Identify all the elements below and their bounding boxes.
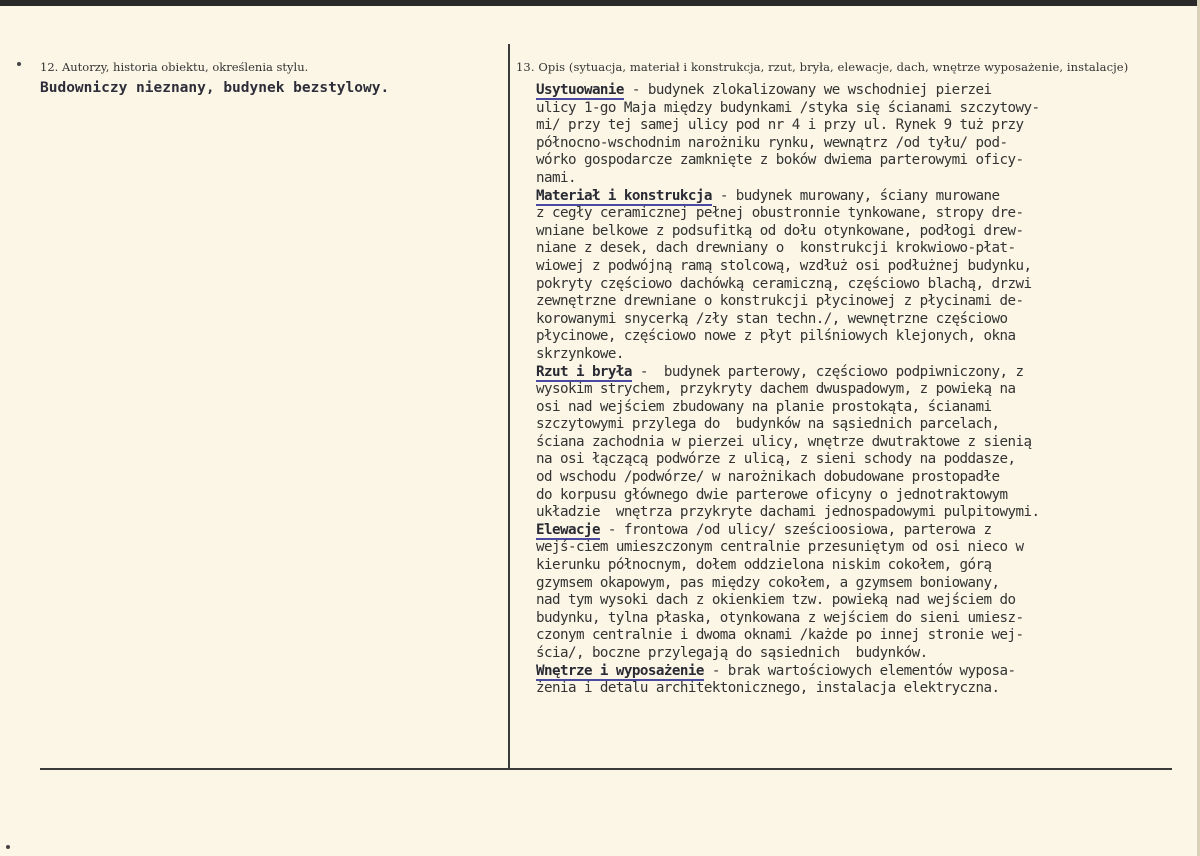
description-text: na osi łączącą podwórze z ulicą, z sieni schody na poddasze,: [536, 451, 1016, 468]
description-text: zewnętrzne drewniane o konstrukcji płycinowej z płycinami de-: [536, 293, 1024, 310]
description-line: [536, 539, 1176, 557]
description-line: [536, 205, 1176, 223]
section-line: [536, 663, 1176, 681]
description-text: ulicy 1-go Maja między budynkami /styka się ścianami szczytowy-: [536, 99, 1040, 116]
field-12-header: 12. Autorzy, historia obiektu, określenia stylu.: [40, 60, 309, 74]
description-text: wiowej z podwójną ramą stolcową, wzdłuż osi podłużnej budynku,: [536, 257, 1032, 274]
description-text: do korpusu głównego dwie parterowe oficyny o jednotraktowym: [536, 486, 1008, 503]
description-line: [536, 240, 1176, 258]
description-line: [536, 293, 1176, 311]
description-line: [536, 100, 1176, 118]
section-heading: Wnętrze i wyposażenie: [536, 662, 704, 679]
description-line: [536, 135, 1176, 153]
description-text: wejś-ciem umieszczonym centralnie przesuniętym od osi nieco w: [536, 539, 1024, 556]
description-text: korowanymi snycerką /zły stan techn./, wewnętrzne częściowo: [536, 310, 1008, 327]
description-text: mi/ przy tej samej ulicy pod nr 4 i przy ul. Rynek 9 tuż przy: [536, 117, 1024, 134]
description-text: żenia i detalu architektonicznego, instalacja elektryczna.: [536, 680, 1000, 697]
description-text: nami.: [536, 169, 576, 186]
description-text: wórko gospodarcze zamknięte z boków dwiema parterowymi oficy-: [536, 152, 1024, 169]
description-line: [536, 170, 1176, 188]
description-line: [536, 416, 1176, 434]
description-text: wysokim strychem, przykryty dachem dwuspadowym, z powieką na: [536, 381, 1016, 398]
section-line: [536, 364, 1176, 382]
description-line: [536, 504, 1176, 522]
description-line: [536, 575, 1176, 593]
description-text: budynku, tylna płaska, otynkowana z wejściem do sieni umiesz-: [536, 609, 1024, 626]
description-text: - budynek zlokalizowany we wschodniej pierzei: [623, 82, 992, 98]
description-line: [536, 311, 1176, 329]
description-text: skrzynkowe.: [536, 345, 624, 362]
description-text: północno-wschodnim narożniku rynku, wewnątrz /od tyłu/ pod-: [536, 134, 1008, 151]
description-line: [536, 645, 1176, 663]
binder-hole-mark: [6, 845, 10, 849]
description-line: [536, 592, 1176, 610]
page-top-edge: [0, 0, 1200, 6]
description-text: z cegły ceramicznej pełnej obustronnie tynkowane, stropy dre-: [536, 205, 1024, 222]
section-heading: Rzut i bryła: [536, 363, 632, 380]
description-text: osi nad wejściem zbudowany na planie prostokąta, ścianami: [536, 398, 992, 415]
description-text: nad tym wysoki dach z okienkiem tzw. powieką nad wejściem do: [536, 592, 1016, 609]
section-heading: Elewacje: [536, 521, 600, 538]
description-line: [536, 399, 1176, 417]
description-line: [536, 223, 1176, 241]
description-text: układzie wnętrza przykryte dachami jednospadowymi pulpitowymi.: [536, 504, 1040, 521]
description-text: kierunku północnym, dołem oddzielona niskim cokołem, górą: [536, 557, 992, 574]
description-text: czonym centralnie i dwoma oknami /każde po innej stronie wej-: [536, 627, 1024, 644]
description-text: pokryty częściowo dachówką ceramiczną, częściowo blachą, drzwi: [536, 275, 1032, 292]
description-text: - frontowa /od ulicy/ sześcioosiowa, parterowa z: [599, 521, 992, 538]
field-13-description: [536, 82, 1176, 698]
description-line: [536, 276, 1176, 294]
section-line: [536, 522, 1176, 540]
description-line: [536, 451, 1176, 469]
description-line: [536, 557, 1176, 575]
description-line: [536, 680, 1176, 698]
section-line: [536, 188, 1176, 206]
description-line: [536, 627, 1176, 645]
description-line: [536, 487, 1176, 505]
description-text: wniane belkowe z podsufitką od dołu otynkowane, podłogi drew-: [536, 222, 1024, 239]
column-divider: [508, 44, 510, 770]
description-line: [536, 328, 1176, 346]
section-heading: Usytuowanie: [536, 82, 624, 98]
description-text: szczytowymi przylega do budynków na sąsiednich parcelach,: [536, 416, 1000, 433]
description-text: niane z desek, dach drewniany o konstrukcji krokwiowo-płat-: [536, 240, 1016, 257]
description-text: - budynek parterowy, częściowo podpiwniczony, z: [631, 363, 1024, 380]
description-text: gzymsem okapowym, pas między cokołem, a gzymsem boniowany,: [536, 574, 1000, 591]
binder-hole-mark: [17, 62, 21, 66]
description-text: płycinowe, częściowo nowe z płyt pilśniowych klejonych, okna: [536, 328, 1016, 345]
description-text: ścia/, boczne przylegają do sąsiednich budynków.: [536, 645, 928, 661]
description-line: [536, 258, 1176, 276]
description-text: - budynek murowany, ściany murowane: [711, 187, 1000, 204]
section-heading: Materiał i konstrukcja: [536, 187, 712, 204]
description-line: [536, 434, 1176, 452]
description-line: [536, 117, 1176, 135]
bottom-rule: [40, 768, 1172, 770]
description-text: ściana zachodnia w pierzei ulicy, wnętrze dwutraktowe z sienią: [536, 433, 1032, 450]
description-line: [536, 152, 1176, 170]
description-text: - brak wartościowych elementów wyposa-: [703, 662, 1016, 679]
field-13-header: 13. Opis (sytuacja, materiał i konstrukcja, rzut, bryła, elewacje, dach, wnętrze wyposażenie, instalacje): [516, 60, 1129, 74]
description-line: [536, 610, 1176, 628]
description-text: od wschodu /podwórze/ w narożnikach dobudowane prostopadłe: [536, 469, 1000, 486]
field-12-text: Budowniczy nieznany, budynek bezstylowy.: [40, 80, 390, 96]
section-line: [536, 82, 1176, 100]
description-line: [536, 469, 1176, 487]
description-line: [536, 346, 1176, 364]
description-line: [536, 381, 1176, 399]
